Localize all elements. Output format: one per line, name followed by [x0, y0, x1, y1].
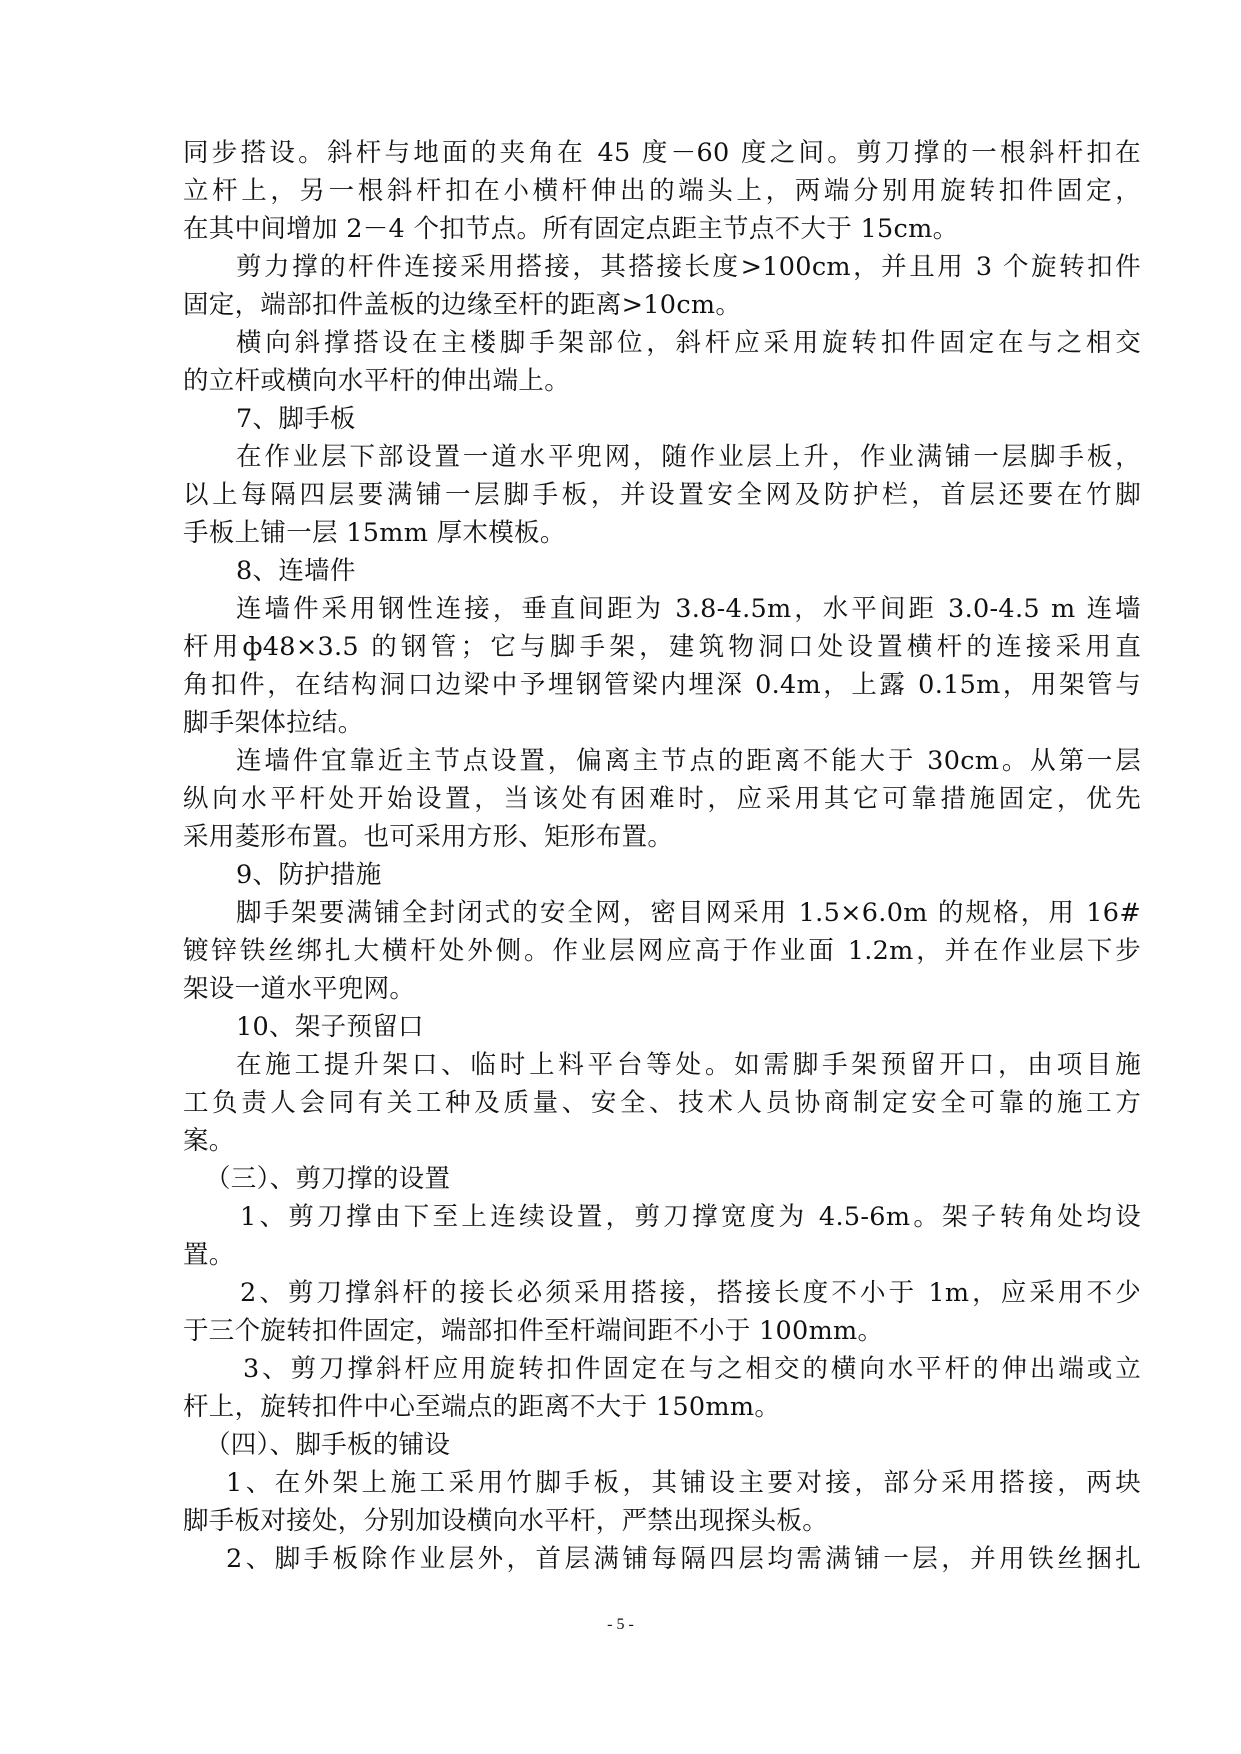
text-line: 镀锌铁丝绑扎大横杆处外侧。作业层网应高于作业面 1.2m，并在作业层下步 [183, 936, 1141, 966]
text-line: 2、脚手板除作业层外，首层满铺每隔四层均需满铺一层，并用铁丝捆扎 [226, 1544, 1141, 1574]
text-line: 案。 [183, 1126, 235, 1156]
text-line: 采用菱形布置。也可采用方形、矩形布置。 [183, 822, 674, 852]
text-line: 纵向水平杆处开始设置，当该处有困难时，应采用其它可靠措施固定，优先 [183, 784, 1141, 814]
text-line: 在其中间增加 2－4 个扣节点。所有固定点距主节点不大于 15cm。 [183, 214, 959, 244]
text-line: 脚手板对接处，分别加设横向水平杆，严禁出现探头板。 [183, 1506, 829, 1536]
section-heading: 9、防护措施 [236, 860, 382, 890]
text-line: 连墙件宜靠近主节点设置，偏离主节点的距离不能大于 30cm。从第一层 [236, 746, 1141, 776]
text-line: 以上每隔四层要满铺一层脚手板，并设置安全网及防护栏，首层还要在竹脚 [183, 480, 1141, 510]
text-line: 于三个旋转扣件固定，端部扣件至杆端间距不小于 100mm。 [183, 1316, 884, 1346]
text-line: 架设一道水平兜网。 [183, 974, 416, 1004]
text-line: 手板上铺一层 15mm 厚木模板。 [183, 518, 566, 548]
text-line: 杆上，旋转扣件中心至端点的距离不大于 150mm。 [183, 1392, 781, 1422]
text-line: 固定，端部扣件盖板的边缘至杆的距离>10cm。 [183, 290, 742, 320]
text-line: 脚手架体拉结。 [183, 708, 364, 738]
text-line: 角扣件，在结构洞口边梁中予埋钢管梁内埋深 0.4m，上露 0.15m，用架管与 [183, 670, 1141, 700]
section-heading: 8、连墙件 [236, 556, 356, 586]
text-line: 同步搭设。斜杆与地面的夹角在 45 度－60 度之间。剪刀撑的一根斜杆扣在 [183, 138, 1141, 168]
text-line: 脚手架要满铺全封闭式的安全网，密目网采用 1.5×6.0m 的规格，用 16# [236, 898, 1141, 928]
text-line: 的立杆或横向水平杆的伸出端上。 [183, 366, 571, 396]
section-heading: （四）、脚手板的铺设 [205, 1430, 451, 1460]
text-line: 3、剪刀撑斜杆应用旋转扣件固定在与之相交的横向水平杆的伸出端或立 [243, 1354, 1141, 1384]
text-line: 剪力撑的杆件连接采用搭接，其搭接长度>100cm，并且用 3 个旋转扣件 [236, 252, 1141, 282]
text-line: 在施工提升架口、临时上料平台等处。如需脚手架预留开口，由项目施 [236, 1050, 1141, 1080]
section-heading: （三）、剪刀撑的设置 [205, 1164, 451, 1194]
text-line: 2、剪刀撑斜杆的接长必须采用搭接，搭接长度不小于 1m，应采用不少 [240, 1278, 1141, 1308]
text-line: 1、在外架上施工采用竹脚手板，其铺设主要对接，部分采用搭接，两块 [226, 1468, 1141, 1498]
text-line: 在作业层下部设置一道水平兜网，随作业层上升，作业满铺一层脚手板， [236, 442, 1141, 472]
text-line: 杆用ф48×3.5 的钢管；它与脚手架，建筑物洞口处设置横杆的连接采用直 [183, 632, 1141, 662]
text-line: 立杆上，另一根斜杆扣在小横杆伸出的端头上，两端分别用旋转扣件固定， [183, 176, 1141, 206]
section-heading: 7、脚手板 [236, 404, 356, 434]
text-line: 横向斜撑搭设在主楼脚手架部位，斜杆应采用旋转扣件固定在与之相交 [236, 328, 1141, 358]
text-line: 置。 [183, 1240, 235, 1270]
text-line: 工负责人会同有关工种及质量、安全、技术人员协商制定安全可靠的施工方 [183, 1088, 1141, 1118]
text-line: 1、剪刀撑由下至上连续设置，剪刀撑宽度为 4.5-6m。架子转角处均设 [240, 1202, 1141, 1232]
section-heading: 10、架子预留口 [236, 1012, 424, 1042]
text-line: 连墙件采用钢性连接，垂直间距为 3.8-4.5m，水平间距 3.0-4.5 m 连墙 [236, 594, 1141, 624]
page-number: - 5 - [607, 1616, 634, 1633]
